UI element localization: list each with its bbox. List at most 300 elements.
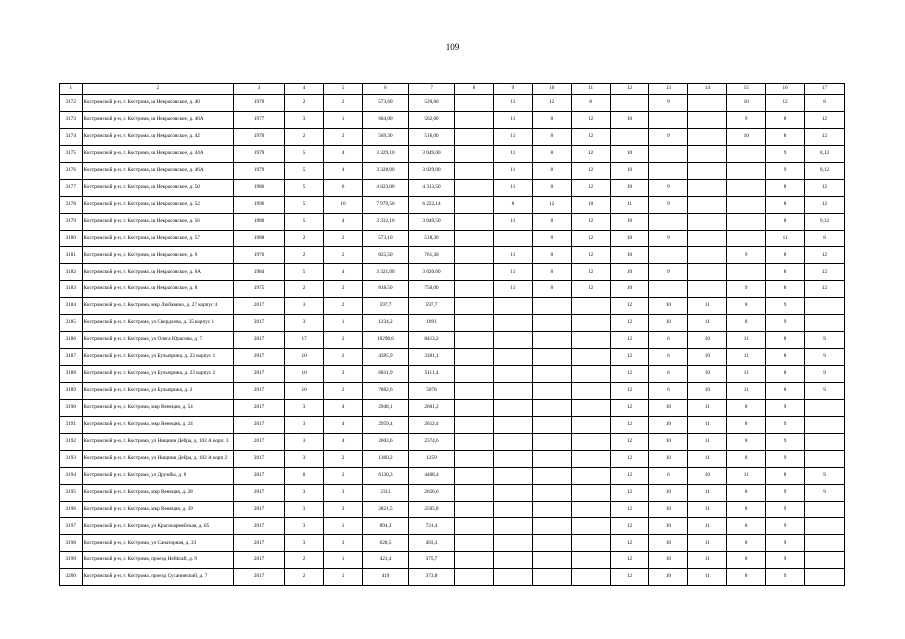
table-cell: 3 [285, 111, 324, 128]
table-cell [649, 247, 688, 264]
table-cell: 11 [688, 450, 727, 467]
table-cell: 373,8 [408, 569, 454, 586]
row-number-cell: 3172 [60, 95, 83, 112]
address-cell: Костромской р-н, г. Кострома, ш Некрасовское, д. 52 [82, 196, 233, 213]
table-cell: 12 [571, 247, 610, 264]
table-cell: 1 [324, 518, 363, 535]
table-cell [805, 399, 845, 416]
table-row [60, 230, 845, 247]
table-cell [571, 382, 610, 399]
table-cell [455, 162, 494, 179]
table-cell [805, 552, 845, 569]
table-cell: 9 [727, 281, 766, 298]
table-cell: 8 [532, 145, 571, 162]
table-cell: 597,7 [408, 298, 454, 315]
table-cell: 8 [805, 230, 845, 247]
table-cell: 12 [571, 281, 610, 298]
table-cell: 9 [649, 179, 688, 196]
table-cell: 3 [285, 298, 324, 315]
table-cell: 8 [766, 467, 805, 484]
table-cell: 12 [571, 179, 610, 196]
table-cell: 11 [766, 230, 805, 247]
table-cell: 8 [805, 95, 845, 112]
table-cell: 6 [324, 179, 363, 196]
table-cell: 12 [571, 145, 610, 162]
table-cell: 8,12 [805, 145, 845, 162]
address-cell: Костромской р-н, г. Кострома, ул Санаторная, д. 33 [82, 535, 233, 552]
table-cell: 4 [324, 264, 363, 281]
table-cell: 2 [324, 450, 363, 467]
table-cell: 419 [362, 569, 408, 586]
column-header: 12 [610, 84, 649, 95]
column-header: 9 [493, 84, 532, 95]
table-cell: 11 [688, 552, 727, 569]
table-cell: 11 [493, 145, 532, 162]
table-cell: 2 [324, 467, 363, 484]
table-cell: 12 [610, 349, 649, 366]
table-cell: 11 [493, 128, 532, 145]
table-cell: 3 [285, 518, 324, 535]
address-cell: Костромской р-н, г. Кострома, ш Некрасовское, д. 6А [82, 264, 233, 281]
table-cell: 10 [649, 298, 688, 315]
table-cell: 3 029,00 [408, 162, 454, 179]
table-cell [455, 281, 494, 298]
table-cell: 2601,2 [408, 399, 454, 416]
table-cell: 10 [649, 315, 688, 332]
table-cell: 11 [727, 349, 766, 366]
table-cell: 9 [766, 518, 805, 535]
table-cell [532, 399, 571, 416]
table-cell: 8 [727, 535, 766, 552]
table-cell [455, 349, 494, 366]
table-cell [493, 230, 532, 247]
table-cell: 2017 [233, 552, 284, 569]
table-cell: 4 313,50 [408, 179, 454, 196]
table-cell: 12 [610, 433, 649, 450]
column-header: 1 [60, 84, 83, 95]
table-cell: 10 [688, 349, 727, 366]
row-number-cell: 3176 [60, 162, 83, 179]
table-row [60, 247, 845, 264]
address-cell: Костромской р-н, г. Кострома, ул Булычрина, д. 23 корпус 1 [82, 349, 233, 366]
table-cell: 2017 [233, 569, 284, 586]
table-cell: 11 [727, 366, 766, 383]
table-cell: 2017 [233, 501, 284, 518]
table-cell: 10 [610, 179, 649, 196]
row-number-cell: 3184 [60, 298, 83, 315]
table-cell: 3 049,00 [408, 145, 454, 162]
table-cell: 12 [571, 111, 610, 128]
table-cell: 11 [493, 95, 532, 112]
row-number-cell: 3189 [60, 382, 83, 399]
table-cell: 8 [766, 281, 805, 298]
table-cell: 5 [285, 196, 324, 213]
table-cell [571, 366, 610, 383]
table-cell: 9 [766, 298, 805, 315]
table-cell: 2 [324, 128, 363, 145]
address-cell: Костромской р-н, г. Кострома, ул Дружбы, д. 8 [82, 467, 233, 484]
table-cell: 12 [610, 569, 649, 586]
table-row [60, 145, 845, 162]
table-cell: 2948,1 [362, 399, 408, 416]
table-cell: 2959,4 [362, 416, 408, 433]
table-cell: 17 [285, 332, 324, 349]
table-cell [455, 179, 494, 196]
table-row [60, 467, 845, 484]
table-cell [493, 450, 532, 467]
address-cell: Костромской р-н, г. Кострома, ш Некрасовское, д. 57 [82, 230, 233, 247]
table-cell: 3 332,10 [362, 213, 408, 230]
table-cell: 9 [766, 433, 805, 450]
table-cell: 10 [649, 433, 688, 450]
table-cell: 2 [324, 230, 363, 247]
table-cell [532, 366, 571, 383]
row-number-cell: 3196 [60, 501, 83, 518]
row-number-cell: 3183 [60, 281, 83, 298]
table-cell: 2612,4 [408, 416, 454, 433]
table-cell [649, 111, 688, 128]
table-cell [455, 535, 494, 552]
table-cell: 8 [571, 95, 610, 112]
table-cell: 11 [688, 416, 727, 433]
column-header: 2 [82, 84, 233, 95]
table-cell: 731,4 [408, 518, 454, 535]
table-cell: 4 [324, 416, 363, 433]
table-cell [688, 230, 727, 247]
table-cell [455, 128, 494, 145]
table-cell: 3 [285, 416, 324, 433]
table-cell [688, 162, 727, 179]
table-cell: 8 [727, 416, 766, 433]
table-cell: 10 [649, 535, 688, 552]
table-cell [455, 230, 494, 247]
table-cell: 8 [766, 332, 805, 349]
table-cell: 10 [649, 450, 688, 467]
table-cell: 12 [766, 95, 805, 112]
table-cell: 9 [766, 535, 805, 552]
table-cell: 12 [571, 230, 610, 247]
row-number-cell: 3173 [60, 111, 83, 128]
table-cell [493, 433, 532, 450]
table-cell [493, 467, 532, 484]
column-header: 13 [649, 84, 688, 95]
table-cell [571, 569, 610, 586]
column-header: 4 [285, 84, 324, 95]
table-cell: 8 [766, 196, 805, 213]
table-cell: 8 [727, 399, 766, 416]
address-cell: Костромской р-н, г. Кострома, мкр Венеция, д. 24 [82, 416, 233, 433]
table-cell [455, 450, 494, 467]
table-cell [610, 95, 649, 112]
address-cell: Костромской р-н, г. Кострома, ш Некрасовское, д. 6 [82, 247, 233, 264]
table-cell: 2 [324, 298, 363, 315]
table-cell [532, 518, 571, 535]
table-body [60, 95, 845, 586]
table-cell: 9 [649, 196, 688, 213]
table-cell: 6 [649, 332, 688, 349]
row-number-cell: 3193 [60, 450, 83, 467]
table-cell: 8 [532, 247, 571, 264]
table-cell: 12 [610, 315, 649, 332]
table-cell: 11 [727, 467, 766, 484]
table-cell: 2 [324, 382, 363, 399]
table-cell: 10 [610, 145, 649, 162]
table-cell: 1975 [233, 281, 284, 298]
table-cell [493, 552, 532, 569]
address-cell: Костромской р-н, г. Кострома, ш Некрасовское, д. 56 [82, 213, 233, 230]
row-number-cell: 3198 [60, 535, 83, 552]
table-cell [688, 213, 727, 230]
table-cell: 8 [532, 128, 571, 145]
table-cell: 10 [649, 484, 688, 501]
table-cell [455, 399, 494, 416]
table-cell: 10 [688, 366, 727, 383]
table-row [60, 552, 845, 569]
table-cell: 9 [649, 95, 688, 112]
table-cell: 1360,2 [362, 450, 408, 467]
table-cell: 8 [532, 179, 571, 196]
table-cell: 1988 [233, 230, 284, 247]
table-cell [532, 298, 571, 315]
table-cell: 10 [688, 382, 727, 399]
table-cell: 9 [805, 467, 845, 484]
table-cell: 2821,5 [362, 501, 408, 518]
table-cell: 11 [493, 162, 532, 179]
table-cell: 12 [610, 382, 649, 399]
row-number-cell: 3178 [60, 196, 83, 213]
table-row [60, 518, 845, 535]
table-cell: 8 [766, 382, 805, 399]
table-cell [455, 382, 494, 399]
table-cell: 3 049,50 [408, 213, 454, 230]
table-cell: 3 328,00 [362, 162, 408, 179]
table-cell: 11 [688, 484, 727, 501]
table-cell [688, 196, 727, 213]
table-cell: 11 [493, 179, 532, 196]
table-row [60, 501, 845, 518]
table-cell: 11 [493, 111, 532, 128]
table-cell [805, 416, 845, 433]
table-cell [649, 281, 688, 298]
row-number-cell: 3191 [60, 416, 83, 433]
table-cell: 825,50 [362, 247, 408, 264]
table-cell: 421,4 [362, 552, 408, 569]
table-cell: 10 [610, 162, 649, 179]
table-cell: 11 [688, 298, 727, 315]
table-cell: 9 [766, 450, 805, 467]
table-cell [493, 382, 532, 399]
table-cell: 9 [766, 501, 805, 518]
row-number-cell: 3179 [60, 213, 83, 230]
table-row [60, 281, 845, 298]
table-cell: 8 [766, 128, 805, 145]
table-row [60, 433, 845, 450]
table-cell [493, 501, 532, 518]
table-cell: 1979 [233, 162, 284, 179]
table-cell [455, 213, 494, 230]
table-cell: 4 [324, 399, 363, 416]
table-cell: 573,60 [362, 95, 408, 112]
row-number-cell: 3185 [60, 315, 83, 332]
table-cell [805, 518, 845, 535]
table-row [60, 128, 845, 145]
table-cell: 1259 [408, 450, 454, 467]
table-cell [688, 128, 727, 145]
address-cell: Костромской р-н, г. Кострома, ш Некрасовское, д. 44А [82, 145, 233, 162]
table-cell: 2 [324, 332, 363, 349]
table-cell [688, 145, 727, 162]
table-cell: 2017 [233, 315, 284, 332]
table-cell: 2 [285, 247, 324, 264]
table-cell: 12 [610, 450, 649, 467]
table-cell: 12 [610, 535, 649, 552]
table-cell [571, 518, 610, 535]
table-cell: 1996 [233, 196, 284, 213]
table-cell [688, 95, 727, 112]
table-cell: 1976 [233, 247, 284, 264]
address-cell: Костромской р-н, г. Кострома, ш Некрасовское, д. 50 [82, 179, 233, 196]
table-cell: 11 [727, 382, 766, 399]
table-cell: 7882,6 [362, 382, 408, 399]
table-cell: 12 [571, 162, 610, 179]
table-cell: 11 [688, 433, 727, 450]
table-cell: 6130,3 [362, 467, 408, 484]
table-cell: 12 [532, 95, 571, 112]
row-number-cell: 3174 [60, 128, 83, 145]
table-cell: 4 [324, 433, 363, 450]
table-cell [571, 298, 610, 315]
table-cell [455, 111, 494, 128]
table-cell: 9 [766, 315, 805, 332]
table-cell: 4468,4 [408, 467, 454, 484]
row-number-cell: 3181 [60, 247, 83, 264]
table-cell: 11 [493, 264, 532, 281]
address-cell: Костромской р-н, г. Кострома, мкр Венеция, д. 28 [82, 484, 233, 501]
table-cell: 9 [805, 332, 845, 349]
table-cell: 5111,4 [408, 366, 454, 383]
table-cell: 8 [727, 433, 766, 450]
table-row [60, 399, 845, 416]
column-header: 8 [455, 84, 494, 95]
table-cell: 12 [805, 247, 845, 264]
table-cell: 12 [610, 484, 649, 501]
table-cell [649, 145, 688, 162]
table-cell [727, 145, 766, 162]
table-cell: 2 [324, 281, 363, 298]
table-cell [532, 569, 571, 586]
table-cell: 2017 [233, 467, 284, 484]
table-cell [455, 569, 494, 586]
table-cell [532, 552, 571, 569]
table-row [60, 111, 845, 128]
table-cell: 4 [324, 213, 363, 230]
table-cell: 10 [610, 230, 649, 247]
table-cell: 10 [649, 416, 688, 433]
table-cell [493, 298, 532, 315]
table-cell [532, 467, 571, 484]
table-cell: 10 [727, 95, 766, 112]
table-cell: 12 [805, 128, 845, 145]
table-cell: 9 [649, 128, 688, 145]
row-number-cell: 3190 [60, 399, 83, 416]
table-cell: 2017 [233, 535, 284, 552]
table-cell: 2017 [233, 433, 284, 450]
table-cell: 1970 [233, 128, 284, 145]
table-cell: 3 [324, 535, 363, 552]
row-number-cell: 3200 [60, 569, 83, 586]
table-cell [571, 399, 610, 416]
table-cell: 3 329,10 [362, 145, 408, 162]
table-cell: 12 [571, 264, 610, 281]
row-number-cell: 3182 [60, 264, 83, 281]
table-cell: 8 [727, 484, 766, 501]
table-row [60, 416, 845, 433]
table-cell [727, 230, 766, 247]
table-cell [571, 332, 610, 349]
table-cell [532, 349, 571, 366]
table-cell [727, 179, 766, 196]
address-cell: Костромской р-н, г. Кострома, ш Некрасовское, д. 40 [82, 95, 233, 112]
row-number-cell: 3175 [60, 145, 83, 162]
table-cell: 1091 [408, 315, 454, 332]
table-row [60, 569, 845, 586]
table-cell [805, 433, 845, 450]
table-cell: 1 [324, 552, 363, 569]
table-cell: 12 [610, 416, 649, 433]
table-cell: 12 [610, 552, 649, 569]
table-cell: 3301,1 [408, 349, 454, 366]
address-cell: Костромской р-н, г. Кострома, ш Некрасовское, д. 8 [82, 281, 233, 298]
table-cell [571, 535, 610, 552]
table-cell: 11 [493, 281, 532, 298]
row-number-cell: 3192 [60, 433, 83, 450]
table-cell: 5 [285, 213, 324, 230]
table-cell: 10 [688, 332, 727, 349]
table-cell [571, 416, 610, 433]
table-cell: 9 [727, 111, 766, 128]
table-cell [532, 315, 571, 332]
table-cell: 5 [285, 162, 324, 179]
table-cell: 8 [532, 230, 571, 247]
table-cell: 1 [324, 315, 363, 332]
table-cell [455, 501, 494, 518]
table-cell: 3 [285, 315, 324, 332]
table-cell: 5 [285, 264, 324, 281]
table-row [60, 450, 845, 467]
row-number-cell: 3197 [60, 518, 83, 535]
table-cell: 1970 [233, 95, 284, 112]
table-cell: 8 [727, 501, 766, 518]
table-cell [688, 111, 727, 128]
table-cell: 12 [805, 179, 845, 196]
table-cell: 12 [532, 196, 571, 213]
table-cell [455, 332, 494, 349]
table-cell: 894,3 [362, 518, 408, 535]
column-header: 11 [571, 84, 610, 95]
table-cell: 516,00 [408, 128, 454, 145]
table-cell: 10 [610, 213, 649, 230]
table-cell [610, 128, 649, 145]
table-cell [805, 501, 845, 518]
table-cell [493, 399, 532, 416]
table-cell: 10 [649, 399, 688, 416]
table-cell: 12 [610, 332, 649, 349]
address-cell: Костромской р-н, г. Кострома, мкр Любавино, д. 27 корпус 4 [82, 298, 233, 315]
table-cell: 3 [285, 535, 324, 552]
table-cell: 12 [610, 298, 649, 315]
table-cell: 818,50 [362, 281, 408, 298]
table-cell: 12 [805, 264, 845, 281]
